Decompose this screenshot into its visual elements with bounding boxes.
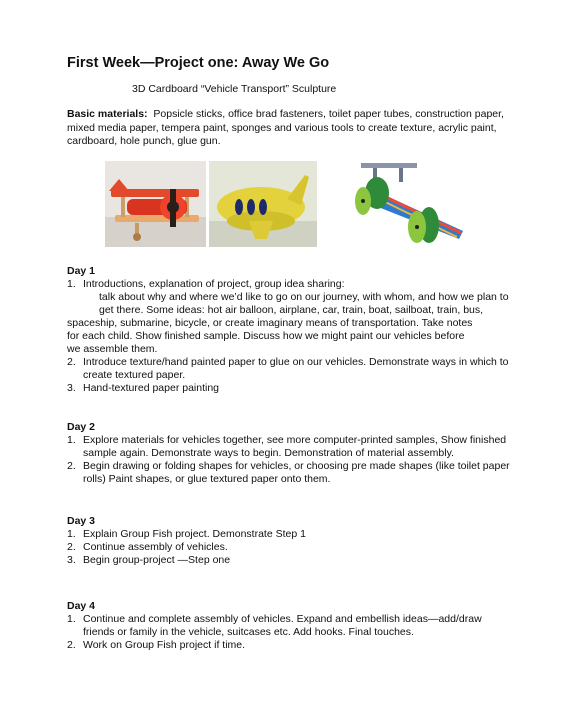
yellow-airplane-photo xyxy=(209,161,317,247)
day-1-item-1-line-6: we assemble them. xyxy=(67,343,158,355)
materials-label: Basic materials: xyxy=(67,108,148,120)
page-subtitle: 3D Cardboard “Vehicle Transport” Sculpture xyxy=(132,83,337,95)
day-4-item-2: Work on Group Fish project if time. xyxy=(83,639,246,651)
day-3-item-1: Explain Group Fish project. Demonstrate Step 1 xyxy=(83,528,306,540)
day-2-title: Day 2 xyxy=(67,421,96,433)
materials-line-1: Popsicle sticks, office brad fasteners, toilet paper tubes, construction paper, xyxy=(153,108,504,120)
day-1-item-2-number: 2. xyxy=(67,356,76,368)
day-2-item-2-number: 2. xyxy=(67,460,76,472)
page-title: First Week—Project one: Away We Go xyxy=(67,55,330,71)
day-4-item-2-number: 2. xyxy=(67,639,76,651)
sample-photos xyxy=(105,161,485,247)
day-4-item-1-line-2: friends or family in the vehicle, suitcases etc. Add hooks. Final touches. xyxy=(83,626,414,638)
day-1-title: Day 1 xyxy=(67,265,96,277)
day-2-item-1: Explore materials for vehicles together, see more computer-printed samples, Show finished xyxy=(83,434,507,446)
day-2-item-2-line-2: rolls) Paint shapes, or glue textured paper onto them. xyxy=(83,473,331,485)
day-2-item-1-line-2: sample again. Demonstrate ways to begin. Demonstration of material assembly. xyxy=(83,447,454,459)
day-3-item-1-number: 1. xyxy=(67,528,76,540)
materials-paragraph xyxy=(67,108,527,149)
materials-line-3: cardboard, hole punch, glue gun. xyxy=(67,135,221,147)
race-car-photo xyxy=(333,161,485,247)
materials-line-2: mixed media paper, tempera paint, sponges and various tools to create texture, acrylic paint, xyxy=(67,121,497,134)
day-4-item-1: Continue and complete assembly of vehicles. Expand and embellish ideas—add/draw xyxy=(83,613,482,625)
day-1-item-1-line-5: for each child. Show finished sample. Discuss how we might paint our vehicles before xyxy=(67,330,465,342)
day-1-item-3: Hand-textured paper painting xyxy=(83,382,220,394)
day-3-title: Day 3 xyxy=(67,515,96,527)
day-3-item-2-number: 2. xyxy=(67,541,76,553)
day-1-item-1-line-2: talk about why and where we’d like to go on our journey, with whom, and how we plan to xyxy=(99,291,509,303)
day-4-item-1-number: 1. xyxy=(67,613,76,625)
day-4-title: Day 4 xyxy=(67,600,96,612)
day-2-item-1-number: 1. xyxy=(67,434,76,446)
red-airplane-photo xyxy=(105,161,206,247)
day-1-item-1-line-4: spaceship, submarine, bicycle, or create imaginary means of transportation. Take notes xyxy=(67,317,473,329)
day-2-item-2: Begin drawing or folding shapes for vehicles, or choosing pre made shapes (like toilet paper xyxy=(83,460,510,472)
day-1-item-2: Introduce texture/hand painted paper to glue on our vehicles. Demonstrate ways in which to xyxy=(83,356,509,368)
day-1-item-1-number: 1. xyxy=(67,278,76,290)
day-1-item-1: Introductions, explanation of project, group idea sharing: xyxy=(83,278,345,290)
day-3-item-3: Begin group-project —Step one xyxy=(83,554,231,566)
day-3-item-2: Continue assembly of vehicles. xyxy=(83,541,228,553)
day-1-item-3-number: 3. xyxy=(67,382,76,394)
day-1-item-1-line-3: get there. Some ideas: hot air balloon, airplane, car, train, boat, sailboat, train, bus, xyxy=(99,304,484,316)
day-3-item-3-number: 3. xyxy=(67,554,76,566)
day-1-item-2-line-2: create textured paper. xyxy=(83,369,186,381)
